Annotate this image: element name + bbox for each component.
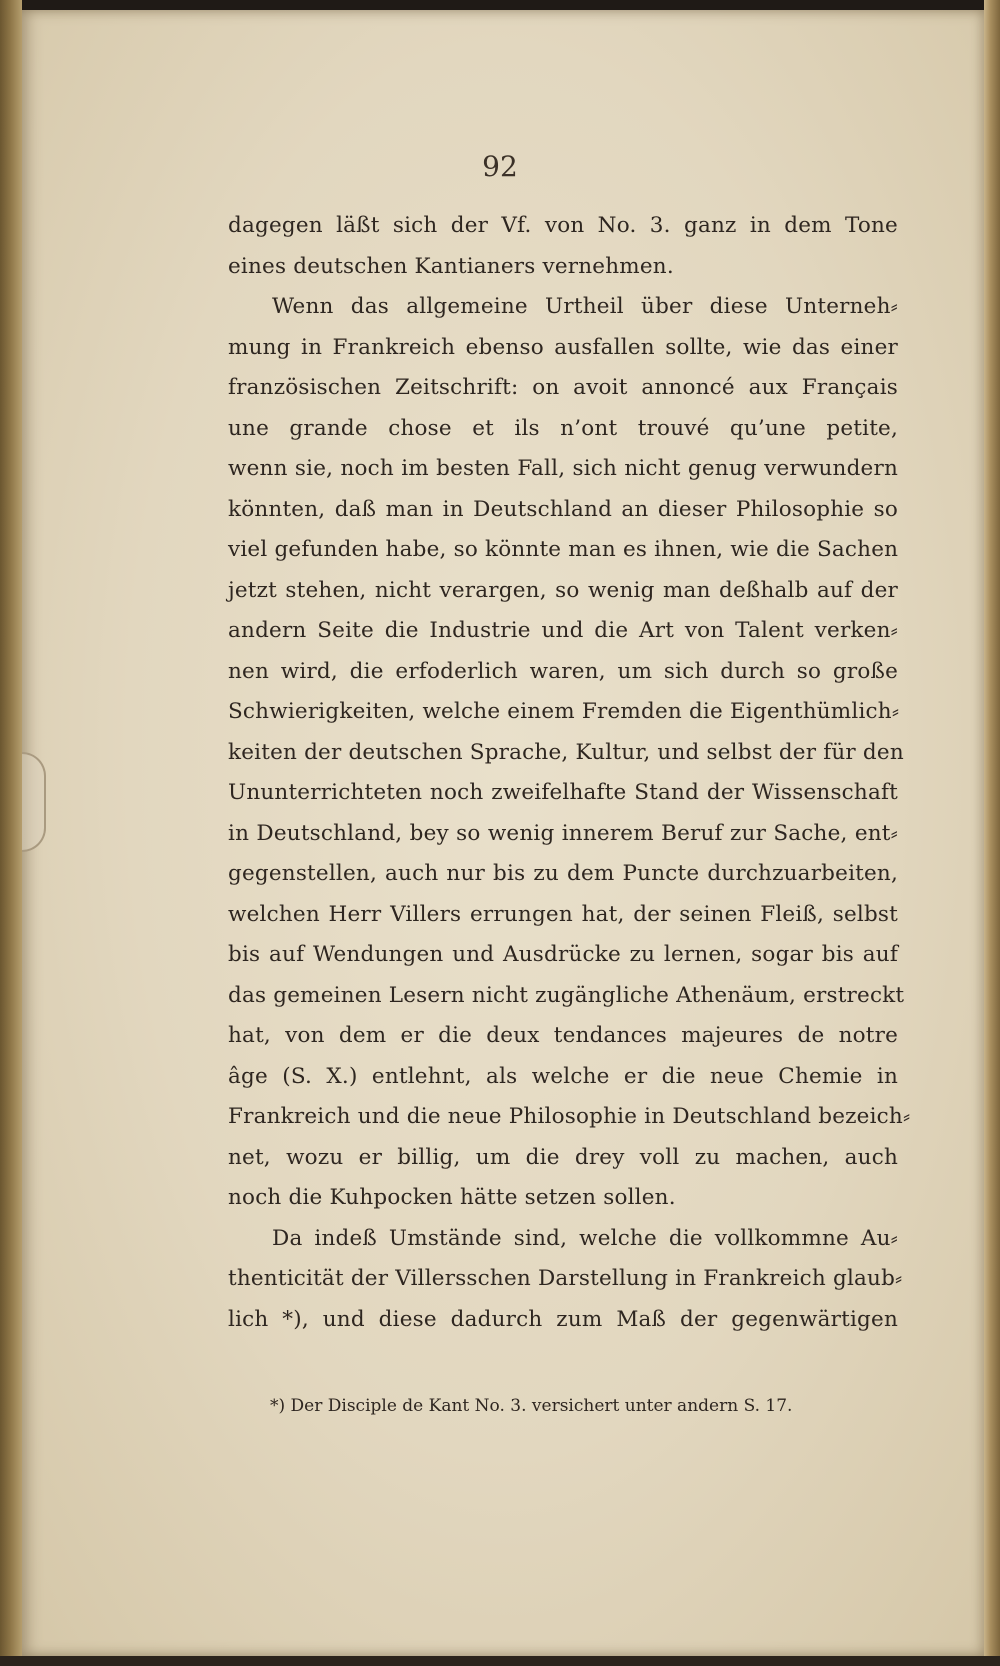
book-bottom-edge [0,1656,1000,1666]
text-line: mung in Frankreich ebenso ausfallen sollte, wie das einer [228,334,898,360]
text-line: lich *), und diese dadurch zum Maß der gegenwärtigen [228,1306,898,1332]
text-line: gegenstellen, auch nur bis zu dem Puncte durchzuarbeiten, [228,861,898,886]
text-line: in Deutschland, bey so wenig innerem Beruf zur Sache, ent⸗ [228,820,898,846]
text-line: hat, von dem er die deux tendances majeures de notre [228,1023,898,1048]
text-line: Wenn das allgemeine Urtheil über diese Unterneh⸗ [272,294,898,319]
book-spine [0,0,22,1666]
footnote: *) Der Disciple de Kant No. 3. versichert unter andern S. 17. [270,1396,793,1416]
text-line: keiten der deutschen Sprache, Kultur, und selbst der für den [228,739,904,765]
text-line: das gemeinen Lesern nicht zugängliche Athenäum, erstreckt [228,982,905,1008]
text-line: une grande chose et ils n’ont trouvé qu’une petite, [228,415,898,441]
text-line: eines deutschen Kantianers vernehmen. [228,253,674,279]
text-line: Frankreich und die neue Philosophie in Deutschland bezeich⸗ [228,1104,911,1129]
text-line: noch die Kuhpocken hätte setzen sollen. [228,1185,676,1210]
text-line: dagegen läßt sich der Vf. von No. 3. ganz in dem Tone [228,213,898,238]
text-line: Da indeß Umstände sind, welche die vollkommne Au⸗ [272,1225,898,1251]
text-line: viel gefunden habe, so könnte man es ihnen, wie die Sachen [228,537,899,562]
text-line: net, wozu er billig, um die drey voll zu machen, auch [228,1144,898,1170]
text-line: bis auf Wendungen und Ausdrücke zu lernen, sogar bis auf [228,942,898,967]
text-line: wenn sie, noch im besten Fall, sich nicht genug verwundern [228,456,898,481]
text-line: Ununterrichteten noch zweifelhafte Stand der Wissenschaft [228,780,898,805]
book-top-edge [0,0,1000,10]
text-line: jetzt stehen, nicht verargen, so wenig man deßhalb auf der [228,577,898,603]
text-line: welchen Herr Villers errungen hat, der seinen Fleiß, selbst [228,901,898,927]
page-clip [22,752,46,852]
book-fore-edge [984,0,1000,1666]
text-line: nen wird, die erfoderlich waren, um sich durch so große [228,658,898,684]
text-line: könnten, daß man in Deutschland an dieser Philosophie so [228,496,898,522]
text-line: Schwierigkeiten, welche einem Fremden die Eigenthümlich⸗ [228,699,900,724]
page-number: 92 [482,150,518,183]
text-line: französischen Zeitschrift: on avoit annoncé aux Français [228,375,898,400]
text-line: thenticität der Villersschen Darstellung in Frankreich glaub⸗ [228,1266,903,1291]
text-line: âge (S. X.) entlehnt, als welche er die neue Chemie in [228,1063,898,1089]
body-text [228,206,911,1340]
text-line: andern Seite die Industrie und die Art von Talent verken⸗ [228,618,898,643]
